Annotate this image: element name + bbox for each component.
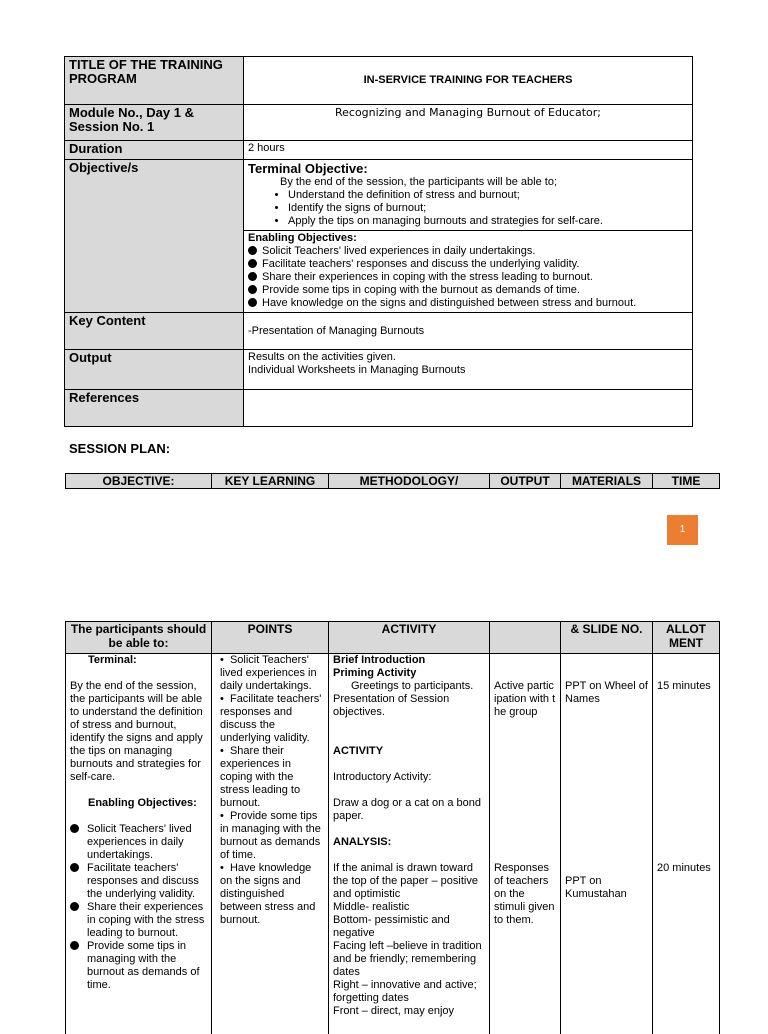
enabling-heading: Enabling Objectives: — [248, 232, 688, 245]
header-allotment: ALLOT MENT — [653, 622, 720, 654]
bullet-icon — [70, 902, 79, 911]
time-cell — [653, 654, 720, 1034]
list-item: Share their experiences in coping with the stress leading to burnout. — [70, 901, 207, 940]
bullet-icon — [248, 272, 257, 281]
draw-text: Draw a dog or a cat on a bond paper. — [333, 797, 485, 823]
list-item: • Facilitate teachers' responses and discuss the underlying validity. — [216, 693, 324, 745]
list-item: Provide some tips in managing with the burnout as demands of time. — [70, 940, 207, 992]
analysis-line: Middle- realistic — [333, 901, 485, 914]
terminal-objective-cell — [244, 160, 693, 231]
header-blank — [490, 622, 561, 654]
title-label: TITLE OF THE TRAINING PROGRAM — [65, 57, 244, 105]
terminal-list — [248, 189, 688, 228]
brief-intro-heading: Brief Introduction — [333, 654, 485, 667]
session-plan-header-row — [65, 473, 720, 489]
analysis-line: Right – innovative and active; forgetting dates — [333, 979, 485, 1005]
list-item: Solicit Teachers' lived experiences in daily undertakings. — [248, 245, 688, 258]
bullet-icon — [70, 941, 79, 950]
activity-heading: ACTIVITY — [333, 745, 485, 758]
bullet-icon: • — [220, 654, 230, 666]
module-value: Recognizing and Managing Burnout of Educator; — [244, 105, 693, 141]
terminal-intro: By the end of the session, the participants will be able to; — [248, 176, 688, 189]
title-value: IN-SERVICE TRAINING FOR TEACHERS — [244, 57, 693, 105]
terminal-heading: Terminal Objective: — [248, 161, 688, 176]
duration-label: Duration — [65, 141, 244, 160]
materials-text: PPT on Kumustahan — [565, 875, 648, 901]
time-text: 20 minutes — [657, 862, 715, 875]
key-content-value: -Presentation of Managing Burnouts — [244, 313, 693, 350]
header-objective: OBJECTIVE: — [66, 474, 212, 489]
output-text: Responses of teachers on the stimuli given to them. — [494, 862, 556, 927]
analysis-line: Front – direct, may enjoy — [333, 1005, 485, 1018]
greetings-text: Greetings to participants. — [333, 680, 485, 693]
list-item: Facilitate teachers' responses and discuss the underlying validity. — [70, 862, 207, 901]
objective-cell — [66, 654, 212, 1034]
list-item: • Have knowledge on the signs and distinguished between stress and burnout. — [216, 862, 324, 927]
header-points: POINTS — [212, 622, 329, 654]
bullet-icon: • — [220, 745, 230, 757]
priming-heading: Priming Activity — [333, 667, 485, 680]
list-item: Facilitate teachers' responses and discuss the underlying validity. — [248, 258, 688, 271]
materials-cell — [561, 654, 653, 1034]
enabling-objective-cell — [244, 231, 693, 313]
output-value: Results on the activities given. Individual Worksheets in Managing Burnouts — [244, 350, 693, 390]
output-cell — [490, 654, 561, 1034]
header-slide-no: & SLIDE NO. — [561, 622, 653, 654]
header-time: TIME — [653, 474, 720, 489]
duration-value: 2 hours — [244, 141, 693, 160]
terminal-heading: Terminal: — [70, 654, 207, 667]
output-label: Output — [65, 350, 244, 390]
list-item: • Apply the tips on managing burnouts and strategies for self-care. — [288, 215, 688, 228]
activity-cell — [329, 654, 490, 1034]
header-key-learning: KEY LEARNING — [212, 474, 329, 489]
bullet-icon — [248, 285, 257, 294]
bullet-icon — [248, 298, 257, 307]
key-points-cell — [212, 654, 329, 1034]
header-methodology: METHODOLOGY/ — [329, 474, 490, 489]
list-item: • Understand the definition of stress and burnout; — [288, 189, 688, 202]
analysis-line: Bottom- pessimistic and negative — [333, 914, 485, 940]
header-participants: The participants should be able to: — [66, 622, 212, 654]
page-number-badge: 1 — [667, 515, 698, 545]
list-item: Provide some tips in coping with the burnout as demands of time. — [248, 284, 688, 297]
bullet-icon — [248, 259, 257, 268]
analysis-line: If the animal is drawn toward the top of the paper – positive and optimistic — [333, 862, 485, 901]
presentation-text: Presentation of Session objectives. — [333, 693, 485, 719]
references-label: References — [65, 390, 244, 427]
list-item: • Identify the signs of burnout; — [288, 202, 688, 215]
bullet-icon: • — [220, 693, 230, 705]
session-plan-title: SESSION PLAN: — [69, 441, 170, 456]
bullet-icon: • — [220, 810, 230, 822]
output-text: Active participation with the group — [494, 680, 556, 719]
bullet-icon — [70, 863, 79, 872]
terminal-text: By the end of the session, the participants will be able to understand the definition of stress and burnout, identify the signs and apply the tips on managing burnouts and strategies for self-care. — [70, 680, 207, 784]
list-item: Have knowledge on the signs and distinguished between stress and burnout. — [248, 297, 688, 310]
bullet-icon — [70, 824, 79, 833]
bullet-icon: • — [220, 862, 230, 874]
references-value — [244, 390, 693, 427]
header-materials: MATERIALS — [561, 474, 653, 489]
analysis-heading: ANALYSIS: — [333, 836, 485, 849]
module-label: Module No., Day 1 & Session No. 1 — [65, 105, 244, 141]
bullet-icon — [248, 246, 257, 255]
introductory-text: Introductory Activity: — [333, 771, 485, 784]
training-info-table — [64, 56, 693, 427]
analysis-line: Facing left –believe in tradition and be friendly; remembering dates — [333, 940, 485, 979]
list-item: Solicit Teachers' lived experiences in daily undertakings. — [70, 823, 207, 862]
list-item: Share their experiences in coping with the stress leading to burnout. — [248, 271, 688, 284]
list-item: • Share their experiences in coping with the stress leading to burnout. — [216, 745, 324, 810]
session-plan-table — [65, 621, 720, 1034]
list-item: • Solicit Teachers' lived experiences in daily undertakings. — [216, 654, 324, 693]
time-text: 15 minutes — [657, 680, 715, 693]
key-content-label: Key Content — [65, 313, 244, 350]
objectives-label: Objective/s — [65, 160, 244, 313]
enabling-heading: Enabling Objectives: — [70, 797, 207, 810]
header-activity: ACTIVITY — [329, 622, 490, 654]
list-item: • Provide some tips in managing with the burnout as demands of time. — [216, 810, 324, 862]
materials-text: PPT on Wheel of Names — [565, 680, 648, 706]
header-output: OUTPUT — [490, 474, 561, 489]
